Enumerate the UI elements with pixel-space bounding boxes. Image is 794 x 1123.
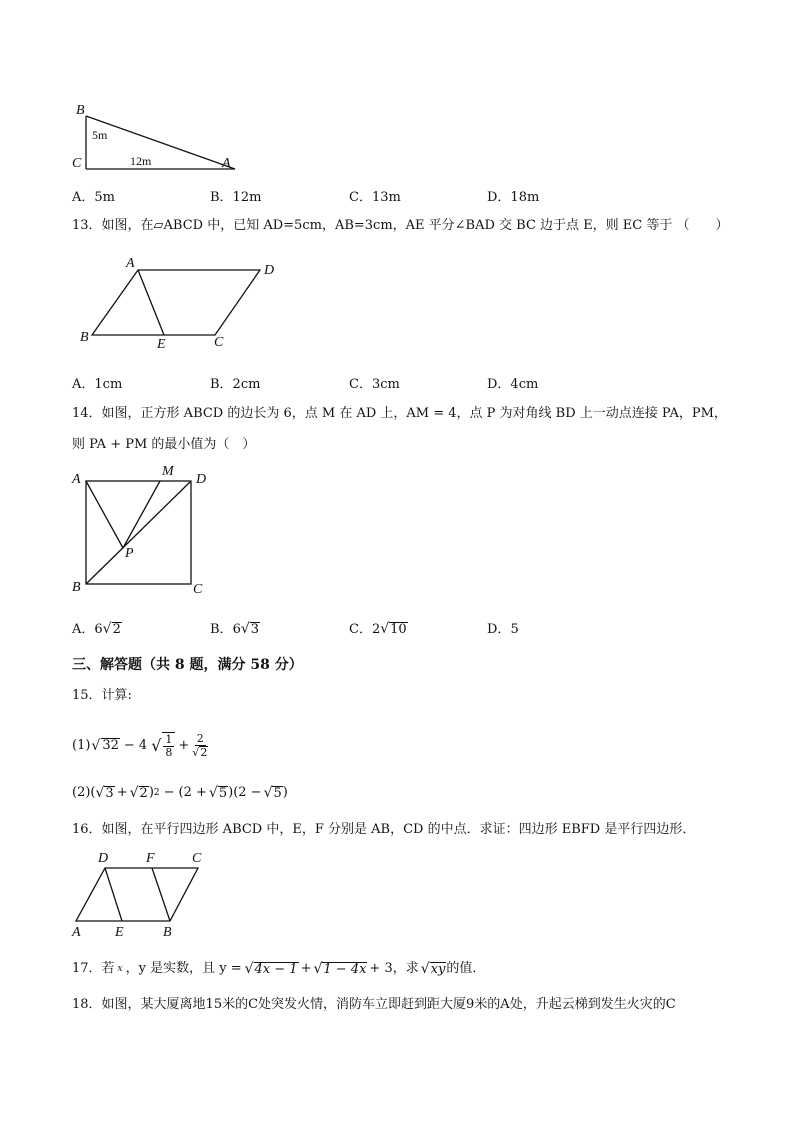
q16-label-b: B bbox=[163, 925, 172, 940]
q18-stem: 18．如图，某大厦离地15米的C处突发火情，消防车立即赶到距大厦9米的A处，升起云梯到发生火灾的C bbox=[72, 997, 676, 1012]
q14-stem-line2: 则 PA + PM 的最小值为（ ） bbox=[72, 437, 256, 452]
q14-label-p: P bbox=[125, 546, 134, 561]
q15-part-2: (2) ( √ 3 + √ 2 ) 2 − (2 + √ 5 ) (2 − √ 5 ) bbox=[72, 785, 288, 801]
q16-parallelogram bbox=[76, 868, 198, 921]
q13-label-b: B bbox=[80, 330, 89, 345]
q16-label-e: E bbox=[115, 925, 124, 940]
q17-stem: 17．若 x ，y 是实数，且 y = √ 4x − 1 + √ 1 − 4x + 3，求 √ xy 的值． bbox=[72, 961, 486, 977]
q16-label-f: F bbox=[146, 851, 155, 866]
q16-stem: 16．如图，在平行四边形 ABCD 中，E，F 分别是 AB，CD 的中点．求证：四边形 EBFD 是平行四边形． bbox=[72, 822, 696, 837]
q16-label-a: A bbox=[72, 925, 81, 940]
q14-label-d: D bbox=[196, 472, 207, 487]
q12-label-bc: 5m bbox=[92, 128, 108, 142]
q12-option-d: D．18m bbox=[487, 190, 540, 205]
q16-label-d: D bbox=[98, 851, 109, 866]
section-3-heading: 三、解答题（共 8 题，满分 58 分） bbox=[72, 657, 303, 673]
q13-option-b: B．2cm bbox=[210, 377, 261, 392]
q16-label-c: C bbox=[192, 851, 202, 866]
q14-option-c: C．2√10 bbox=[349, 621, 407, 637]
q14-option-d: D．5 bbox=[487, 622, 519, 637]
q14-label-c: C bbox=[193, 582, 203, 597]
q14-option-a: A．6√2 bbox=[72, 621, 121, 637]
q12-option-b: B．12m bbox=[210, 190, 262, 205]
q12-label-ca: 12m bbox=[130, 154, 152, 168]
q12-option-c: C．13m bbox=[349, 190, 401, 205]
q14-label-m: M bbox=[162, 464, 174, 479]
q14-option-b: B．6√3 bbox=[210, 621, 260, 637]
q12-label-a: A bbox=[222, 156, 231, 171]
q14-stem-line1: 14．如图，正方形 ABCD 的边长为 6，点 M 在 AD 上，AM = 4，点 P 为对角线 BD 上一动点连接 PA，PM， bbox=[72, 406, 727, 421]
q13-option-c: C．3cm bbox=[349, 377, 400, 392]
q12-option-a: A．5m bbox=[72, 190, 115, 205]
q12-label-c: C bbox=[72, 156, 82, 171]
q16-segment-de bbox=[105, 868, 122, 921]
q16-segment-fb bbox=[152, 868, 170, 921]
q12-label-b: B bbox=[76, 103, 85, 118]
q15-stem: 15．计算: bbox=[72, 688, 132, 703]
q13-stem: 13．如图，在▱ABCD 中，已知 AD=5cm，AB=3cm，AE 平分∠BAD 交 BC 边于点 E，则 EC 等于 （ ） bbox=[72, 218, 729, 233]
q13-label-d: D bbox=[264, 263, 275, 278]
q13-label-e: E bbox=[157, 337, 166, 352]
q13-label-c: C bbox=[214, 335, 224, 350]
q14-label-a: A bbox=[72, 472, 81, 487]
q13-label-a: A bbox=[126, 256, 135, 271]
q13-option-a: A．1cm bbox=[72, 377, 123, 392]
q15-part-1: (1) √ 32 − 4 √ $\frac{1}{8}$ + $\frac{2}{√2}$ bbox=[72, 731, 208, 759]
q13-option-d: D．4cm bbox=[487, 377, 539, 392]
q14-label-b: B bbox=[72, 580, 81, 595]
